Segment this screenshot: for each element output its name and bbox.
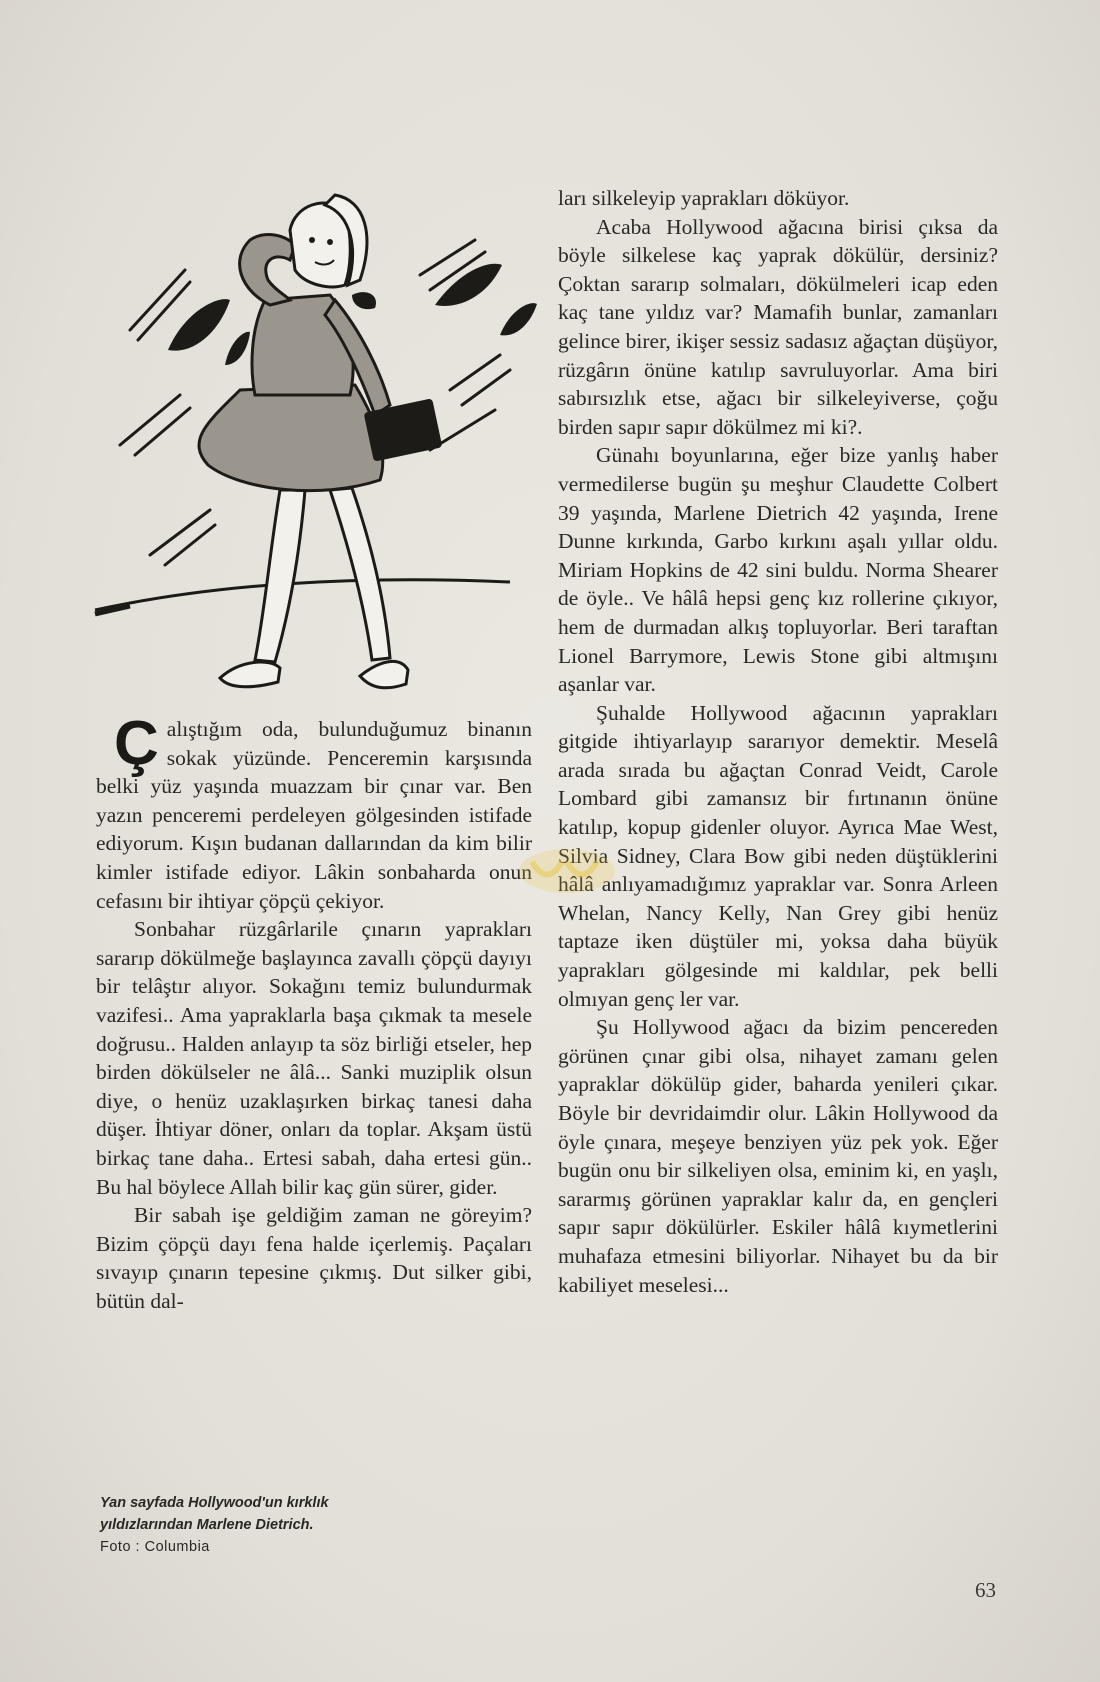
right-paragraph-3: Günahı boyunlarına, eğer bize yanlış haber vermedilerse bugün şu meşhur Claudette Colbert 39 yaşında, Marlene Dietrich 42 yaşında, Irene Dunne kırkında, Garbo kırkını aşalı yıllar oldu. Miriam Hopkins de 42 sini buldu. Norma Shearer de öyle.. Ve hâlâ hepsi genç kız rollerine çıkıyor, hem de durmadan alkış topluyorlar. Beri taraftan Lionel Barrymore, Lewis Stone gibi altmışını aşanlar var. [558,443,998,697]
right-paragraph-1: ları silkeleyip yaprakları döküyor. [558,186,850,210]
left-paragraph-1: Çalıştığım oda, bulunduğumuz binanın sokak yüzünde. Penceremin karşısında belki yüz yaşında muazzam bir çınar var. Ben yazın pencere​mi perdeleyen gölgesinden istifade ediyorum. Kışın budanan dallarından da kim bilir kimler istifade ediyor. Lâkin sonbaharda onun cefasını bir ihtiyar çöpçü çekiyor. [96,709,532,913]
leaf-1 [168,299,230,351]
woman-in-wind-illustration [90,190,550,730]
caption-line-2: yıldızlarından Marlene Dietrich. [100,1517,314,1533]
right-paragraph-5: Şu Hollywood ağacı da bizim pencereden görünen çınar gibi olsa, nihayet zamanı gelen yapraklar dökülüp gider, baharda yenileri çıkar. Böyle bir devridaimdir olur. Lâkin Hollywood da öyle çınara, meşeye benziyen yüz pek yok. Eğer bugün onu bir silkeliyen olsa, eminim ki, en yaşlı, sararmış görünen yapraklar kalır da, en gençleri sapır sapır dökülürler. Eskiler hâlâ kıymetlerini muhafaza etmesini biliyorlar. Nihayet bu da bir kabiliyet meselesi... [558,1015,998,1297]
page-number: 63 [975,1578,996,1602]
right-paragraph-2: Acaba Hollywood ağacına birisi çıksa da böyle silkelese kaç yaprak dökülür, dersiniz? Çoktan sararıp solmaları, dökülmeleri icap eden kaç tane yıldız var? Mamafih bunlar, zamanları gelince birer, ikişer sessiz sadasız ağaçtan düşüyor, rüzgârın önüne katılıp savruluyorlar. Ama biri sabırsızlık etse, ağacı bir silkeleyiverse, çoğu birden sapır sapır dökülmez mi ki?. [558,214,998,439]
left-paragraph-2: Sonbahar rüzgârlarile çınarın yaprakları sararıp dökülmeğe başlayınca zavallı çöpçü dayıyı bir telâştır alıyor. Sokağını temiz bulundurmak vazifesi.. Ama yapraklarla başa çıkmak ta mesele doğrusu.. Halden anlayıp ta söz birliği etseler, hep birden dökülseler ne âlâ... Sanki muziplik olsun diye, o henüz uzaklaşırken birkaç tanesi daha düşer. İhtiyar döner, onları da toplar. Akşam üstü birkaç tane daha.. Ertesi sabah, daha ertesi gün.. Bu hal böylece Allah bilir kaç gün sürer, gider. [96,917,532,1199]
left-paragraph-3: Bir sabah işe geldiğim zaman ne göreyim? Bizim çöpçü dayı fena halde içerlemiş. Paçaları sıvayıp çınarın tepesine çıkmış. Dut silker gibi, bütün dal- [96,1203,532,1313]
article-right-column [558,184,998,1299]
right-paragraph-4: Şuhalde Hollywood ağacının yaprakları gitgide ihtiyarlayıp sararıyor demektir. Meselâ arada sırada bu ağaçtan Conrad Veidt, Carole Lombard gibi zamansız bir fırtınanın önüne katılıp, kopup gidenler oluyor. Ayrıca Mae West, Silvia Sidney, Clara Bow gibi neden düştüklerini hâlâ anlıyamadığımız yapraklar var. Sonra Arleen Whelan, Nancy Kelly, Nan Grey gibi henüz taptaze iken düştüler mi, yoksa daha büyük yaprakları gölgesinde mi kaldılar, pek belli olmıyan genç ler var. [558,700,998,1011]
caption-line-1: Yan sayfada Hollywood'un kırklık [100,1495,329,1511]
drop-cap: Ç [114,709,159,778]
photo-credit: Foto : Columbia [100,1539,210,1555]
photo-caption [100,1492,500,1558]
article-left-column [96,709,532,1315]
collar-flower [352,292,376,309]
watermark-logo [512,842,622,900]
